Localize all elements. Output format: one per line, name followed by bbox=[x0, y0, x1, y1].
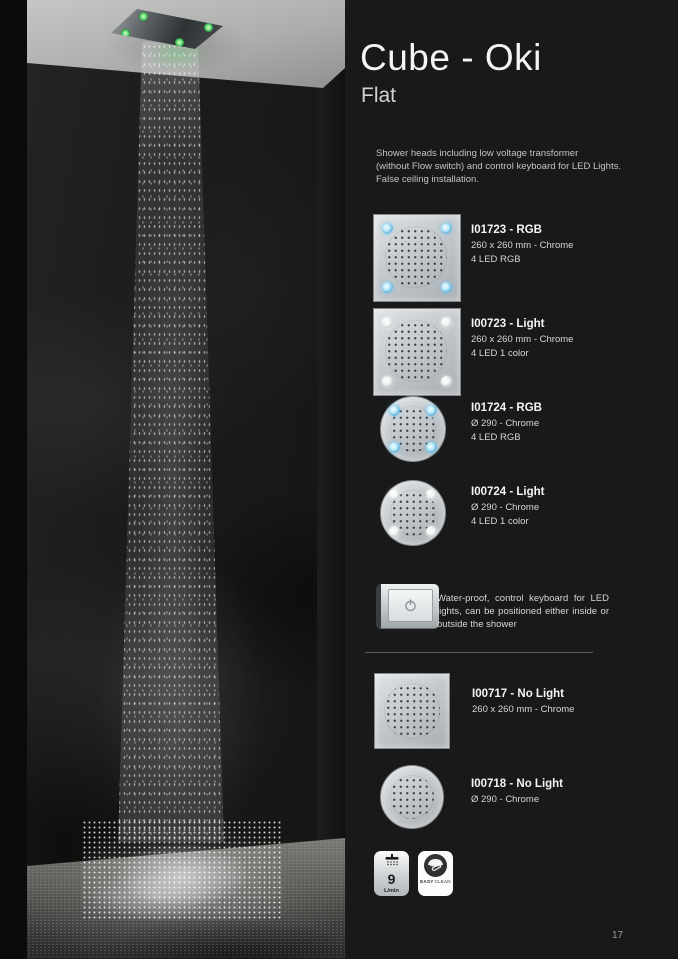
blue-led-icon bbox=[382, 223, 393, 234]
white-led-icon bbox=[441, 317, 452, 328]
product-info bbox=[471, 486, 545, 528]
flow-rate-badge bbox=[374, 851, 409, 896]
page-number: 17 bbox=[612, 930, 624, 941]
product-size: Ø 290 - Chrome bbox=[471, 502, 540, 513]
photo-floor-splash bbox=[82, 820, 282, 920]
flow-rate-value: 9 bbox=[387, 871, 396, 887]
white-led-icon bbox=[389, 489, 400, 500]
product-row bbox=[373, 214, 574, 302]
green-led-icon bbox=[139, 12, 148, 21]
white-led-icon bbox=[389, 526, 400, 537]
product-size: 260 x 260 mm - Chrome bbox=[471, 240, 574, 251]
white-led-icon bbox=[426, 526, 437, 537]
intro-description bbox=[376, 147, 621, 186]
nozzle-pattern bbox=[385, 226, 447, 288]
blue-led-icon bbox=[441, 282, 452, 293]
product-code: I01723 - RGB bbox=[471, 224, 542, 236]
page-subtitle: Flat bbox=[361, 84, 397, 107]
flow-rate-unit: L/min bbox=[384, 888, 399, 894]
product-size: 260 x 260 mm - Chrome bbox=[471, 334, 574, 345]
product-row bbox=[373, 765, 564, 829]
blue-led-icon bbox=[389, 405, 400, 416]
product-info bbox=[471, 318, 573, 360]
product-leds: 4 LED 1 color bbox=[471, 515, 529, 527]
product-size: 260 x 260 mm - Chrome bbox=[472, 704, 575, 715]
blue-led-icon bbox=[389, 442, 400, 453]
keyboard-button bbox=[388, 589, 433, 622]
blue-led-icon bbox=[426, 442, 437, 453]
easy-clean-icon bbox=[424, 854, 447, 877]
product-info bbox=[472, 688, 574, 717]
nozzle-pattern bbox=[390, 775, 434, 819]
intro-line: False ceiling installation. bbox=[376, 174, 479, 185]
section-divider bbox=[365, 652, 593, 653]
page-title: Cube - Oki bbox=[360, 37, 542, 78]
control-keyboard-image bbox=[376, 584, 439, 629]
blue-led-icon bbox=[426, 405, 437, 416]
product-leds: 4 LED 1 color bbox=[471, 347, 529, 359]
intro-line: (without Flow switch) and control keyboard for LED Lights. bbox=[376, 161, 621, 172]
green-led-icon bbox=[204, 23, 213, 32]
white-led-icon bbox=[426, 489, 437, 500]
round-shower-head-image bbox=[380, 396, 446, 462]
product-code: I01724 - RGB bbox=[471, 402, 542, 414]
intro-line: Shower heads including low voltage transformer bbox=[376, 148, 579, 159]
product-row bbox=[373, 480, 545, 546]
easy-clean-label bbox=[418, 879, 453, 884]
product-code: I00718 - No Light bbox=[471, 778, 564, 790]
product-size: Ø 290 - Chrome bbox=[471, 418, 540, 429]
shower-head-icon bbox=[383, 854, 401, 866]
photo-side-wall bbox=[317, 68, 345, 959]
page-left-margin bbox=[0, 0, 27, 959]
product-info bbox=[471, 402, 542, 444]
shower-scene-photo bbox=[27, 0, 345, 959]
product-code: I00717 - No Light bbox=[472, 688, 565, 700]
spray-hand-icon bbox=[426, 857, 445, 874]
product-row bbox=[374, 673, 575, 749]
product-size: Ø 290 - Chrome bbox=[471, 794, 540, 805]
round-shower-head-image bbox=[380, 480, 446, 546]
nozzle-pattern bbox=[385, 320, 447, 382]
white-led-icon bbox=[382, 376, 393, 387]
square-shower-head-image bbox=[373, 214, 461, 302]
keyboard-note-text: Water-proof, control keyboard for LED lights, can be positioned either inside or outside the shower bbox=[437, 593, 609, 630]
square-shower-head-image bbox=[374, 673, 450, 749]
blue-led-icon bbox=[441, 223, 452, 234]
product-row bbox=[373, 308, 574, 396]
easy-clean-label-bold: EASY bbox=[420, 879, 434, 884]
blue-led-icon bbox=[382, 282, 393, 293]
product-leds: 4 LED RGB bbox=[471, 431, 521, 443]
easy-clean-badge bbox=[418, 851, 453, 896]
white-led-icon bbox=[441, 376, 452, 387]
white-led-icon bbox=[382, 317, 393, 328]
round-shower-head-image bbox=[380, 765, 444, 829]
nozzle-pattern bbox=[384, 683, 440, 739]
product-leds: 4 LED RGB bbox=[471, 253, 521, 265]
product-info bbox=[471, 224, 573, 266]
easy-clean-label-light: CLEAN bbox=[434, 879, 451, 884]
product-code: I00723 - Light bbox=[471, 318, 545, 330]
square-shower-head-image bbox=[373, 308, 461, 396]
product-code: I00724 - Light bbox=[471, 486, 545, 498]
product-info bbox=[471, 778, 563, 807]
power-icon bbox=[403, 598, 418, 613]
product-row bbox=[373, 396, 542, 462]
